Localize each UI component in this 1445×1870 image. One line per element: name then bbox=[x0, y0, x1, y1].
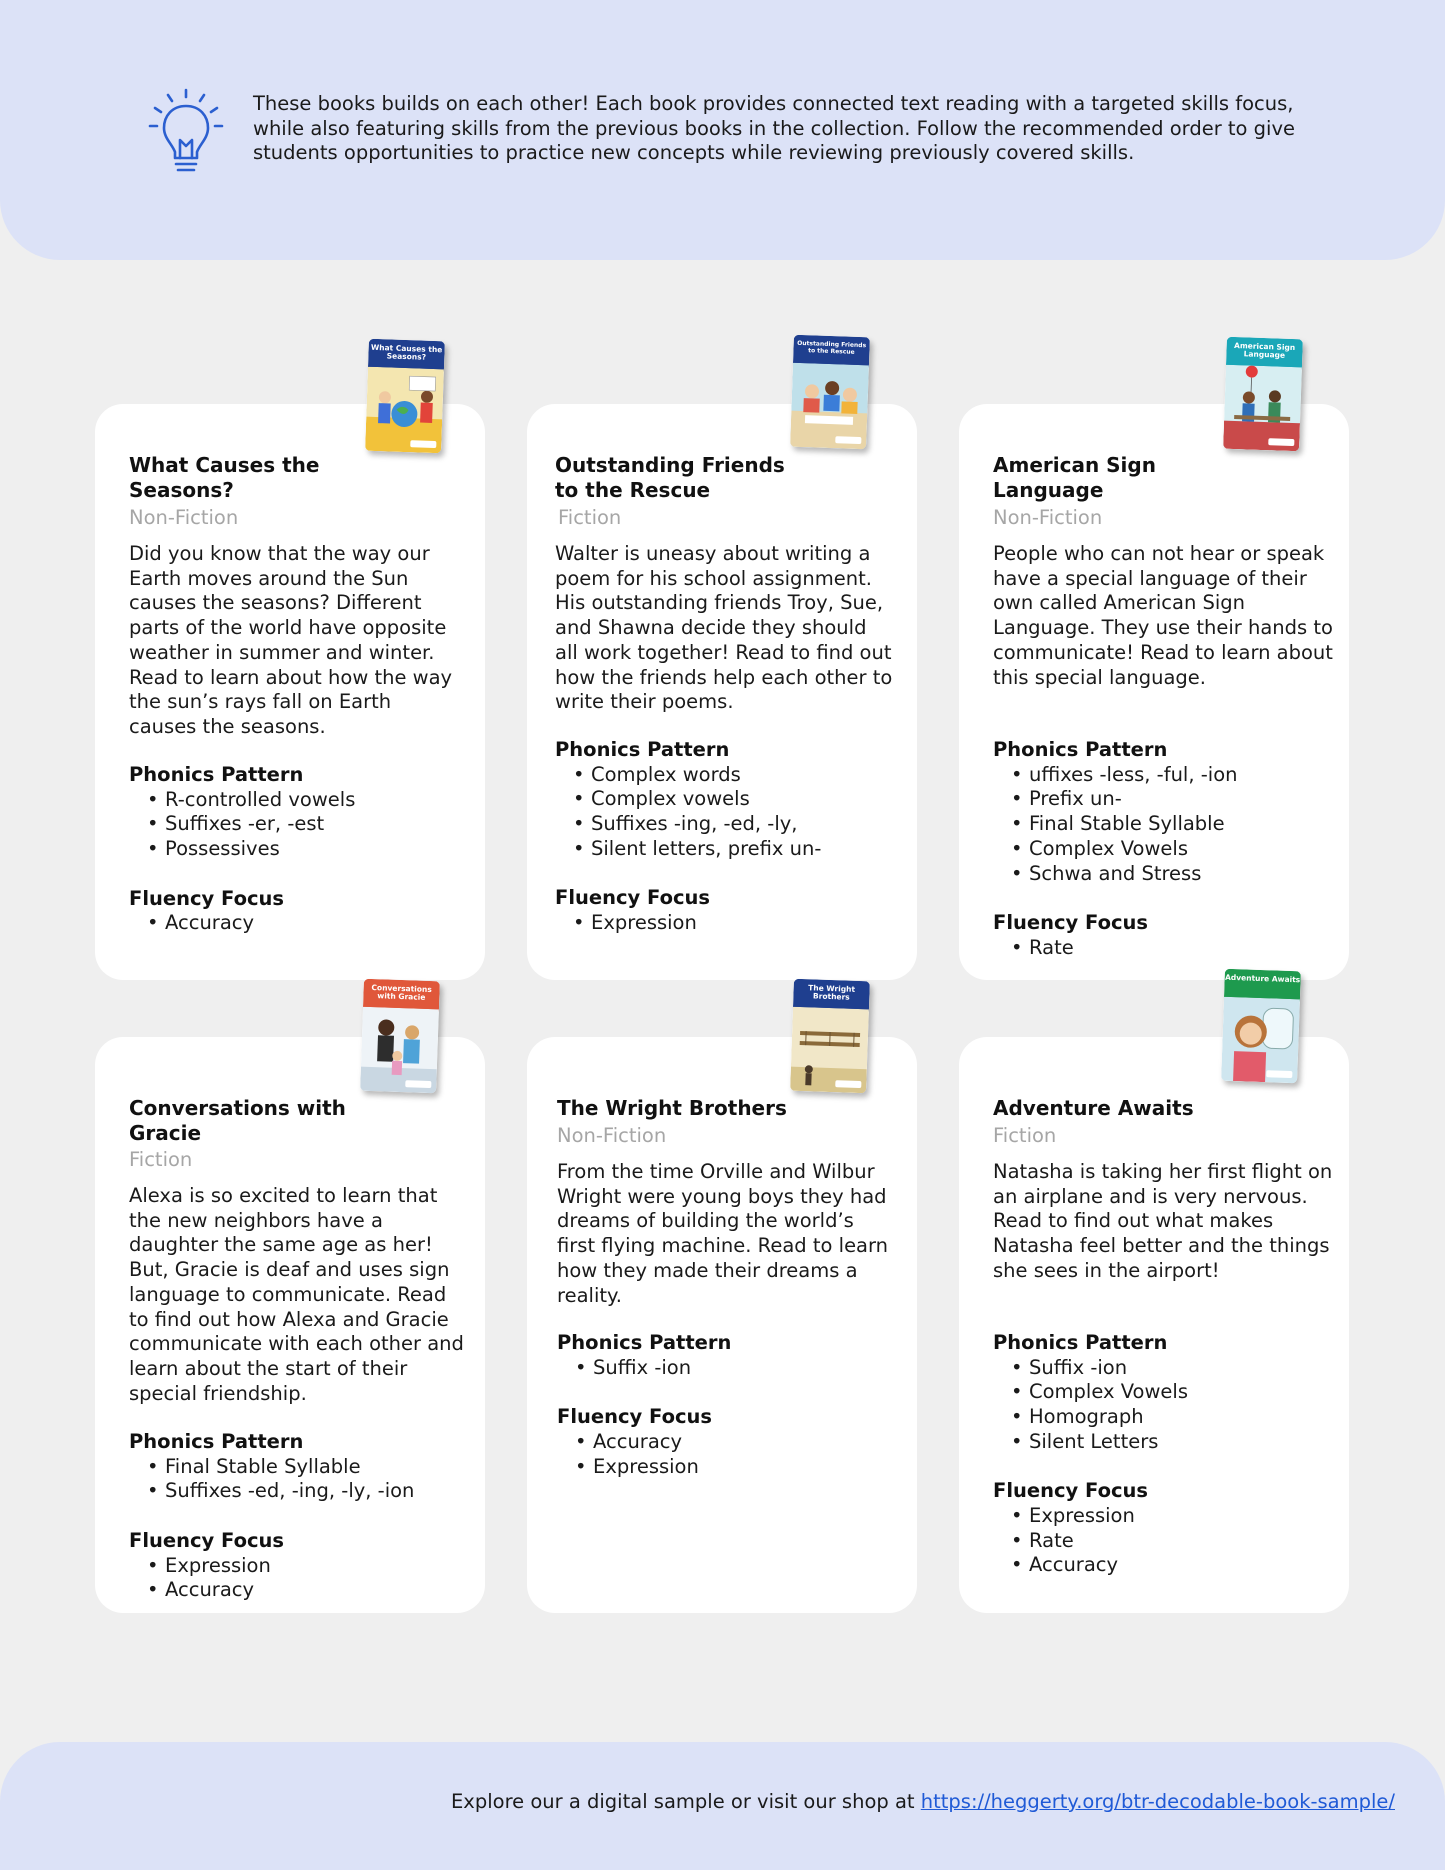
book-description: From the time Orville and Wilbur Wright were young boys they had dreams of building the world’s first flying machine. Read to learn how they made their dreams a reality. bbox=[557, 1160, 889, 1307]
phonics-item: • Final Stable Syllable bbox=[1029, 812, 1333, 837]
book-title: Conversations with Gracie bbox=[129, 1096, 346, 1145]
phonics-item: • Suffixes -ed, -ing, -ly, -ion bbox=[165, 1479, 459, 1504]
book-genre: Non-Fiction bbox=[129, 506, 239, 529]
book-description: People who can not hear or speak have a special language of their own called American Sign Language. They use their hands to communicate! Read to learn about this special language. bbox=[993, 542, 1333, 689]
phonics-item: • Homograph bbox=[1029, 1405, 1333, 1430]
book-cover-logo bbox=[1266, 1070, 1292, 1078]
book-genre: Non-Fiction bbox=[993, 506, 1103, 529]
phonics-heading: Phonics Pattern bbox=[993, 738, 1168, 761]
phonics-heading: Phonics Pattern bbox=[129, 1430, 304, 1453]
book-title: American Sign Language bbox=[993, 453, 1156, 502]
book-cover-outstanding-friends[interactable] bbox=[790, 335, 870, 450]
book-description: Walter is uneasy about writing a poem for his school assignment. His outstanding friends Troy, Sue, and Shawna decide they should all work together! Read to find out how the friends help each other to write their poems. bbox=[555, 542, 893, 714]
book-cover-conversations-with-gracie[interactable] bbox=[360, 979, 440, 1094]
book-skills bbox=[993, 1331, 1333, 1578]
book-cover-logo bbox=[410, 440, 436, 448]
fluency-list bbox=[993, 936, 1333, 961]
phonics-list bbox=[993, 1356, 1333, 1455]
book-cover-title: The Wright Brothers bbox=[793, 979, 870, 1012]
phonics-item: • Possessives bbox=[165, 837, 459, 862]
book-cover-title: Outstanding Friends to the Rescue bbox=[793, 335, 870, 368]
phonics-item: • Final Stable Syllable bbox=[165, 1455, 459, 1480]
book-cover-what-causes-the-seasons[interactable] bbox=[365, 339, 445, 454]
fluency-heading: Fluency Focus bbox=[555, 886, 711, 910]
footer-message: Explore our a digital sample or visit our shop at bbox=[450, 1790, 921, 1813]
book-title: Adventure Awaits bbox=[993, 1096, 1194, 1120]
fluency-list bbox=[993, 1504, 1333, 1578]
phonics-list bbox=[557, 1356, 897, 1381]
book-cover-logo bbox=[1268, 438, 1294, 446]
book-cover-adventure-awaits[interactable] bbox=[1221, 969, 1301, 1084]
phonics-item: • Suffix -ion bbox=[593, 1356, 897, 1381]
fluency-item: • Expression bbox=[591, 911, 895, 936]
footer-text bbox=[451, 1790, 1395, 1814]
fluency-heading: Fluency Focus bbox=[993, 910, 1149, 934]
phonics-item: • Schwa and Stress bbox=[1029, 862, 1333, 887]
fluency-heading: Fluency Focus bbox=[129, 1528, 285, 1552]
fluency-item: • Accuracy bbox=[165, 911, 459, 936]
book-skills bbox=[129, 763, 459, 936]
intro-text: These books builds on each other! Each book provides connected text reading with a targeted skills focus, while also featuring skills from the previous books in the collection. Follow the recommended order to give students opportunities to practice new concepts while reviewing previously covered skills. bbox=[253, 92, 1296, 164]
book-cover-logo bbox=[405, 1080, 431, 1088]
book-title: What Causes the Seasons? bbox=[129, 453, 320, 502]
phonics-item: • Complex Vowels bbox=[1029, 837, 1333, 862]
phonics-list bbox=[129, 1455, 459, 1504]
phonics-heading: Phonics Pattern bbox=[555, 738, 730, 761]
phonics-item: • Silent Letters bbox=[1029, 1430, 1333, 1455]
book-cover-american-sign-language[interactable] bbox=[1223, 337, 1303, 452]
phonics-item: • Suffixes -ing, -ed, -ly, bbox=[591, 812, 895, 837]
fluency-item: • Accuracy bbox=[593, 1430, 897, 1455]
book-genre: Fiction bbox=[993, 1124, 1057, 1147]
book-cover-the-wright-brothers[interactable] bbox=[790, 979, 870, 1094]
phonics-item: • Silent letters, prefix un- bbox=[591, 837, 895, 862]
book-cover-title: Conversations with Gracie bbox=[363, 979, 440, 1012]
phonics-list bbox=[129, 788, 459, 862]
phonics-item: • Prefix un- bbox=[1029, 787, 1333, 812]
fluency-heading: Fluency Focus bbox=[129, 886, 285, 910]
book-cover-logo bbox=[835, 436, 861, 444]
book-cover-title: What Causes the Seasons? bbox=[368, 339, 445, 372]
fluency-item: • Accuracy bbox=[165, 1578, 459, 1603]
phonics-item: • Complex vowels bbox=[591, 787, 895, 812]
phonics-item: • R-controlled vowels bbox=[165, 788, 459, 813]
fluency-item: • Rate bbox=[1029, 936, 1333, 961]
sample-link[interactable]: https://heggerty.org/btr-decodable-book-sample/ bbox=[920, 1790, 1395, 1813]
fluency-list bbox=[129, 1554, 459, 1603]
phonics-item: • uffixes -less, -ful, -ion bbox=[1029, 763, 1333, 788]
book-title: The Wright Brothers bbox=[557, 1096, 787, 1120]
book-cover-logo bbox=[835, 1080, 861, 1088]
fluency-item: • Rate bbox=[1029, 1529, 1333, 1554]
book-description: Natasha is taking her first flight on an airplane and is very nervous. Read to find out what makes Natasha feel better and the things she sees in the airport! bbox=[993, 1160, 1333, 1282]
fluency-heading: Fluency Focus bbox=[993, 1479, 1149, 1503]
book-skills bbox=[129, 1430, 459, 1603]
fluency-list bbox=[555, 911, 895, 936]
book-description: Did you know that the way our Earth moves around the Sun causes the seasons? Different parts of the world have opposite weather in summer and winter. Read to learn about how the way the sun’s rays fall on Earth causes the seasons. bbox=[129, 542, 453, 738]
fluency-heading: Fluency Focus bbox=[557, 1405, 713, 1429]
book-cover-title: American Sign Language bbox=[1226, 337, 1303, 370]
phonics-heading: Phonics Pattern bbox=[557, 1331, 732, 1354]
phonics-item: • Suffixes -er, -est bbox=[165, 812, 459, 837]
book-title: Outstanding Friends to the Rescue bbox=[555, 453, 785, 502]
fluency-item: • Expression bbox=[165, 1554, 459, 1579]
phonics-list bbox=[555, 763, 895, 862]
book-genre: Fiction bbox=[129, 1148, 193, 1171]
book-skills bbox=[557, 1331, 897, 1479]
fluency-list bbox=[129, 911, 459, 936]
phonics-item: • Complex words bbox=[591, 763, 895, 788]
fluency-list bbox=[557, 1430, 897, 1479]
phonics-heading: Phonics Pattern bbox=[129, 763, 304, 786]
lightbulb-icon bbox=[148, 88, 224, 178]
phonics-item: • Suffix -ion bbox=[1029, 1356, 1333, 1381]
phonics-list bbox=[993, 763, 1333, 887]
book-cover-title: Adventure Awaits bbox=[1224, 969, 1301, 1002]
book-description: Alexa is so excited to learn that the new neighbors have a daughter the same age as her! But, Gracie is deaf and uses sign language to communicate. Read to find out how Alexa and Gracie communicate with each other and learn about the start of their special friendship. bbox=[129, 1184, 464, 1405]
book-genre: Fiction bbox=[558, 506, 622, 529]
fluency-item: • Expression bbox=[593, 1455, 897, 1480]
book-genre: Non-Fiction bbox=[557, 1124, 667, 1147]
book-skills bbox=[993, 738, 1333, 960]
book-skills bbox=[555, 738, 895, 936]
fluency-item: • Accuracy bbox=[1029, 1553, 1333, 1578]
phonics-heading: Phonics Pattern bbox=[993, 1331, 1168, 1354]
fluency-item: • Expression bbox=[1029, 1504, 1333, 1529]
phonics-item: • Complex Vowels bbox=[1029, 1380, 1333, 1405]
